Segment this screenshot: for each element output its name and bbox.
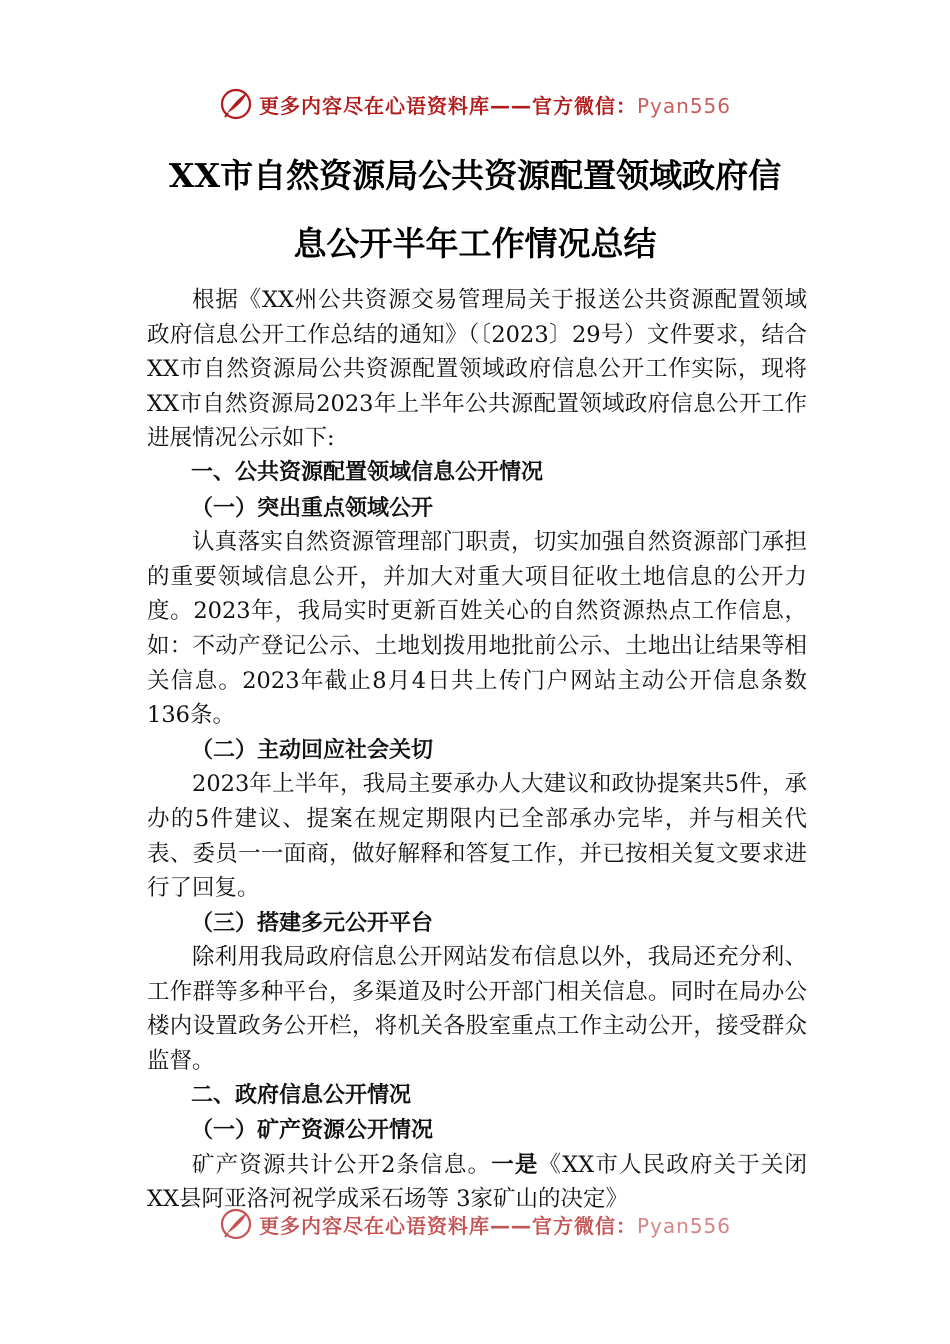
section-1-sub-1-body: 认真落实自然资源管理部门职责，切实加强自然资源部门承担的重要领域信息公开，并加大对重大项目征收土地信息的公开力度。2023年，我局实时更新百姓关心的自然资源热点工作信息，如：不动产登记公示、土地划拨用地批前公示、土地出让结果等相关信息。2023年截止8月4日共上传门户网站主动公开信息条数136条。 bbox=[147, 529, 807, 729]
section-1-heading: 一、公共资源配置领域信息公开情况 bbox=[191, 459, 544, 485]
section-2-sub-1-heading: （一）矿产资源公开情况 bbox=[191, 1117, 434, 1144]
watermark-banner-top bbox=[0, 82, 950, 126]
quill-pen-logo-icon bbox=[219, 87, 253, 121]
section-1-sub-1-heading: （一）突出重点领域公开 bbox=[191, 494, 434, 521]
body-end-text: 《XX市人民政府关于关闭XX县阿亚洛河祝学成采石场等 3家矿山的决定》 bbox=[147, 1151, 807, 1213]
document-body bbox=[147, 283, 807, 1217]
document-title-line-2: 息公开半年工作情况总结 bbox=[293, 224, 657, 263]
section-1-sub-3-heading: （三）搭建多元公开平台 bbox=[191, 909, 434, 936]
quill-pen-logo-icon bbox=[219, 1207, 253, 1241]
body-start-text: 矿产资源共计公开2条信息。 bbox=[192, 1151, 492, 1178]
section-2-heading: 二、政府信息公开情况 bbox=[191, 1082, 412, 1108]
wechat-id: Pyan556 bbox=[636, 93, 731, 118]
wechat-id-bottom: Pyan556 bbox=[636, 1213, 731, 1238]
watermark-text-bottom: 更多内容尽在心语资料库——官方微信：Pyan556 bbox=[258, 1213, 731, 1238]
intro-paragraph: 根据《XX州公共资源交易管理局关于报送公共资源配置领域政府信息公开工作总结的通知》（〔2023〕29号）文件要求，结合XX市自然资源局公共资源配置领域政府信息公开工作实际，现将XX市自然资源局2023年上半年公共源配置领域政府信息公开工作进展情况公示如下: bbox=[147, 287, 807, 452]
section-1-sub-3-body: 除利用我局政府信息公开网站发布信息以外，我局还充分利、工作群等多种平台，多渠道及时公开部门相关信息。同时在局办公楼内设置政务公开栏，将机关各股室重点工作主动公开，接受群众监督。 bbox=[147, 944, 807, 1075]
bold-marker-text: 一是 bbox=[491, 1151, 539, 1178]
section-1-sub-2-body: 2023年上半年，我局主要承办人大建议和政协提案共5件，承办的5件建议、提案在规定期限内已全部承办完毕，并与相关代表、委员一一面商，做好解释和答复工作，并已按相关复文要求进行了回复。 bbox=[147, 771, 807, 902]
document-title-line-1: XX市自然资源局公共资源配置领域政府信 bbox=[168, 156, 782, 195]
section-1-sub-2-heading: （二）主动回应社会关切 bbox=[191, 736, 434, 763]
watermark-banner-bottom bbox=[0, 1202, 950, 1246]
watermark-text: 更多内容尽在心语资料库——官方微信：Pyan556 bbox=[258, 93, 731, 118]
